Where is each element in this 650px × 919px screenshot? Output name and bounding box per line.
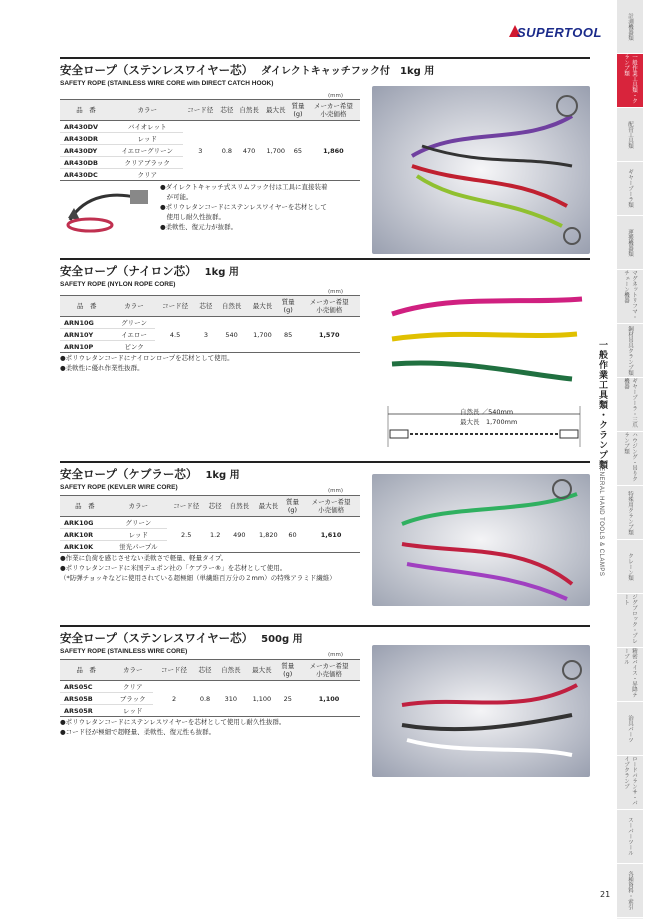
product-code: AR430DV bbox=[60, 121, 112, 133]
spec-cord: 4.5 bbox=[155, 317, 196, 353]
section-ars05 bbox=[60, 630, 360, 760]
sidebar-tab[interactable]: 特殊用クランプ類 bbox=[617, 486, 643, 540]
column-header: 自然長 bbox=[215, 660, 246, 681]
sidebar-tab[interactable]: ギヤープーラ類 bbox=[617, 162, 643, 216]
section-divider bbox=[60, 258, 590, 260]
table-row bbox=[60, 317, 360, 329]
note-line: ●ポリウレタンコードにステンレスワイヤーを芯材として使用し耐久性抜群。 bbox=[60, 718, 286, 726]
column-header: 最大長 bbox=[246, 660, 277, 681]
column-header: 自然長 bbox=[216, 296, 247, 317]
spec-price: 1,860 bbox=[307, 121, 360, 181]
chapter-subtitle: GENERAL HAND TOOLS & CLAMPS bbox=[598, 462, 604, 577]
section-ark10 bbox=[60, 466, 360, 616]
product-photo-ar430 bbox=[372, 86, 590, 254]
column-header: 品 番 bbox=[60, 660, 112, 681]
column-header: 品 番 bbox=[60, 296, 114, 317]
column-header: メーカー希望 小売価格 bbox=[298, 296, 360, 317]
spec-table bbox=[60, 659, 360, 717]
sidebar-tab[interactable]: 各種資料・索引 bbox=[617, 864, 643, 918]
column-header: メーカー希望 小売価格 bbox=[302, 496, 360, 517]
feature-notes bbox=[60, 353, 234, 373]
product-code: ARK10K bbox=[60, 541, 110, 553]
table-header-row bbox=[60, 296, 360, 317]
column-header: メーカー希望 小売価格 bbox=[298, 660, 360, 681]
sidebar-tab[interactable]: 計測機器類 bbox=[617, 0, 643, 54]
spec-mass: 25 bbox=[277, 681, 298, 717]
note-line: ●コード径が極細で超軽量、柔軟性、復元性も抜群。 bbox=[60, 728, 216, 736]
product-code: AR430DR bbox=[60, 133, 112, 145]
feature-notes bbox=[160, 182, 327, 232]
note-line: ●作業に負荷を感じさせない柔軟さで軽量、軽量タイプ。 bbox=[60, 554, 228, 562]
product-color: イエロー bbox=[114, 329, 155, 341]
product-color: レッド bbox=[112, 133, 183, 145]
sidebar-tab[interactable]: 鋼材吊具クランプ類 bbox=[617, 324, 643, 378]
chapter-title: 一般作業工具類・クランプ類 bbox=[597, 340, 607, 470]
spec-mass: 85 bbox=[278, 317, 299, 353]
product-color: ピンク bbox=[114, 341, 155, 353]
spec-natural: 490 bbox=[225, 517, 254, 553]
spec-max: 1,700 bbox=[262, 121, 289, 181]
section-title: 安全ロープ（ケブラー芯） 1kg 用 bbox=[60, 467, 240, 481]
unit-label: (mm) bbox=[328, 289, 344, 295]
note-line: （*防弾チョッキなどに使用されている超極細（単繊維百万分の２mm）の特殊アラミド繊維） bbox=[60, 574, 336, 582]
column-header: 最大長 bbox=[247, 296, 278, 317]
brand-logo: SUPERTOOL bbox=[517, 25, 602, 40]
product-code: AR430DB bbox=[60, 157, 112, 169]
table-header-row bbox=[60, 660, 360, 681]
column-header: カラー bbox=[114, 296, 155, 317]
spec-price: 1,100 bbox=[298, 681, 360, 717]
product-code: ARK10R bbox=[60, 529, 110, 541]
note-line: ●ポリウレタンコードに米国デュポン社の「ケブラー®」を芯材として使用。 bbox=[60, 564, 287, 572]
column-header: 芯径 bbox=[195, 660, 216, 681]
spec-natural: 540 bbox=[216, 317, 247, 353]
column-header: コード径 bbox=[155, 296, 196, 317]
column-header: 自然長 bbox=[236, 100, 263, 121]
product-color: クリアブラック bbox=[112, 157, 183, 169]
note-line: ●ポリウレタンコードにナイロンロープを芯材として使用。 bbox=[60, 354, 234, 362]
spec-core: 3 bbox=[196, 317, 217, 353]
spec-max: 1,700 bbox=[247, 317, 278, 353]
product-color: イエローグリーン bbox=[112, 145, 183, 157]
section-english-title: SAFETY ROPE (KEVLER WIRE CORE) bbox=[60, 484, 178, 491]
product-color: クリア bbox=[112, 169, 183, 181]
product-photo-arn10 bbox=[372, 284, 590, 394]
natural-length-label: 自然長 ／540mm bbox=[460, 408, 514, 416]
spec-core: 1.2 bbox=[206, 517, 225, 553]
product-color: レッド bbox=[112, 705, 153, 717]
sidebar-tab[interactable]: ハウジング・吊りクランプ類 bbox=[617, 432, 643, 486]
unit-label: (mm) bbox=[328, 93, 344, 99]
product-code: ARN10Y bbox=[60, 329, 114, 341]
sidebar-tab[interactable]: ギヤープーラ・三爪機器 bbox=[617, 378, 643, 432]
product-color: クリア bbox=[112, 681, 153, 693]
column-header: 質量 (g) bbox=[277, 660, 298, 681]
column-header: カラー bbox=[112, 100, 183, 121]
sidebar-tab[interactable]: 配管工具類 bbox=[617, 108, 643, 162]
spec-cord: 2.5 bbox=[167, 517, 206, 553]
section-english-title: SAFETY ROPE (STAINLESS WIRE CORE) bbox=[60, 648, 188, 655]
product-color: グリーン bbox=[114, 317, 155, 329]
spec-mass: 65 bbox=[289, 121, 307, 181]
product-code: ARS05B bbox=[60, 693, 112, 705]
spec-table bbox=[60, 99, 360, 181]
product-color: バイオレット bbox=[112, 121, 183, 133]
column-header: 質量 (g) bbox=[283, 496, 302, 517]
column-header: 芯径 bbox=[206, 496, 225, 517]
product-code: ARS05R bbox=[60, 705, 112, 717]
product-code: ARN10P bbox=[60, 341, 114, 353]
table-row bbox=[60, 517, 360, 529]
product-color: 蛍光パープル bbox=[110, 541, 167, 553]
spec-table bbox=[60, 295, 360, 353]
section-title: 安全ロープ（ステンレスワイヤー芯） 500g 用 bbox=[60, 631, 303, 645]
spec-cord: 2 bbox=[153, 681, 194, 717]
column-header: 自然長 bbox=[225, 496, 254, 517]
column-header: カラー bbox=[110, 496, 167, 517]
sidebar-tab[interactable]: マグネットリフマ・チェーン機器 bbox=[617, 270, 643, 324]
column-header: 品 番 bbox=[60, 100, 112, 121]
sidebar-tab[interactable]: 一般作業工具類・クランプ類 bbox=[617, 54, 643, 108]
feature-notes bbox=[60, 553, 336, 583]
column-header: コード径 bbox=[183, 100, 219, 121]
product-code: ARK10G bbox=[60, 517, 110, 529]
section-divider bbox=[60, 625, 590, 627]
product-color: グリーン bbox=[110, 517, 167, 529]
table-header-row bbox=[60, 496, 360, 517]
column-header: 芯径 bbox=[196, 296, 217, 317]
sidebar-tab[interactable]: クレーン類 bbox=[617, 540, 643, 594]
spec-price: 1,570 bbox=[298, 317, 360, 353]
page-number: 21 bbox=[600, 890, 611, 899]
note-line: が可能。 bbox=[160, 193, 193, 201]
note-line: ●ダイレクトキャッチ式スリムフック付は工具に直接装着 bbox=[160, 183, 328, 191]
table-row bbox=[60, 121, 360, 133]
product-code: AR430DY bbox=[60, 145, 112, 157]
product-color: レッド bbox=[110, 529, 167, 541]
section-english-title: SAFETY ROPE (NYLON ROPE CORE) bbox=[60, 281, 176, 288]
note-line: ●柔軟性、復元力が抜群。 bbox=[160, 223, 238, 231]
section-ar430 bbox=[60, 62, 435, 252]
spec-price: 1,610 bbox=[302, 517, 360, 553]
hook-illustration bbox=[60, 180, 155, 240]
product-color: ブラック bbox=[112, 693, 153, 705]
unit-label: (mm) bbox=[328, 488, 344, 494]
unit-label: (mm) bbox=[328, 652, 344, 658]
column-header: 品 番 bbox=[60, 496, 110, 517]
section-divider bbox=[60, 461, 590, 463]
note-line: 使用し耐久性抜群。 bbox=[160, 213, 225, 221]
sidebar-tab[interactable]: 精密バイス・昇降テーブル bbox=[617, 648, 643, 702]
section-english-title: SAFETY ROPE (STAINLESS WIRE CORE with DIRECT CATCH HOOK) bbox=[60, 80, 274, 87]
spec-core: 0.8 bbox=[218, 121, 236, 181]
sidebar-tab[interactable]: 治具パーツ bbox=[617, 702, 643, 756]
column-header: 芯径 bbox=[218, 100, 236, 121]
sidebar-tab[interactable]: 運搬機器類 bbox=[617, 216, 643, 270]
spec-table bbox=[60, 495, 360, 553]
spec-max: 1,820 bbox=[254, 517, 283, 553]
sidebar-tab[interactable]: ジグブロック・プレート bbox=[617, 594, 643, 648]
column-header: コード径 bbox=[167, 496, 206, 517]
spec-cord: 3 bbox=[183, 121, 219, 181]
sidebar-tab[interactable]: ロードバランサ・パイプクランプ bbox=[617, 756, 643, 810]
note-line: ●ポリウレタンコードにステンレスワイヤーを芯材として bbox=[160, 203, 327, 211]
note-line: ●柔軟性に優れ作業性抜群。 bbox=[60, 364, 144, 372]
spec-natural: 310 bbox=[215, 681, 246, 717]
product-code: ARS05C bbox=[60, 681, 112, 693]
column-header: メーカー希望 小売価格 bbox=[307, 100, 360, 121]
column-header: 最大長 bbox=[254, 496, 283, 517]
table-header-row bbox=[60, 100, 360, 121]
product-photo-ars05 bbox=[372, 645, 590, 777]
feature-notes bbox=[60, 717, 285, 737]
section-title: 安全ロープ（ステンレスワイヤー芯） ダイレクトキャッチフック付 1kg 用 bbox=[60, 63, 435, 77]
max-length-label: 最大長 1,700mm bbox=[460, 418, 518, 426]
column-header: 質量 (g) bbox=[289, 100, 307, 121]
sidebar-tab[interactable]: スーパーツール bbox=[617, 810, 643, 864]
section-title: 安全ロープ（ナイロン芯） 1kg 用 bbox=[60, 264, 239, 278]
column-header: コード径 bbox=[153, 660, 194, 681]
column-header: 最大長 bbox=[262, 100, 289, 121]
spec-mass: 60 bbox=[283, 517, 302, 553]
spec-core: 0.8 bbox=[195, 681, 216, 717]
spec-max: 1,100 bbox=[246, 681, 277, 717]
product-photo-ark10 bbox=[372, 474, 590, 606]
spec-natural: 470 bbox=[236, 121, 263, 181]
column-header: 質量 (g) bbox=[278, 296, 299, 317]
section-arn10 bbox=[60, 263, 360, 403]
section-divider bbox=[60, 57, 590, 59]
product-code: AR430DC bbox=[60, 169, 112, 181]
table-row bbox=[60, 681, 360, 693]
column-header: カラー bbox=[112, 660, 153, 681]
product-code: ARN10G bbox=[60, 317, 114, 329]
